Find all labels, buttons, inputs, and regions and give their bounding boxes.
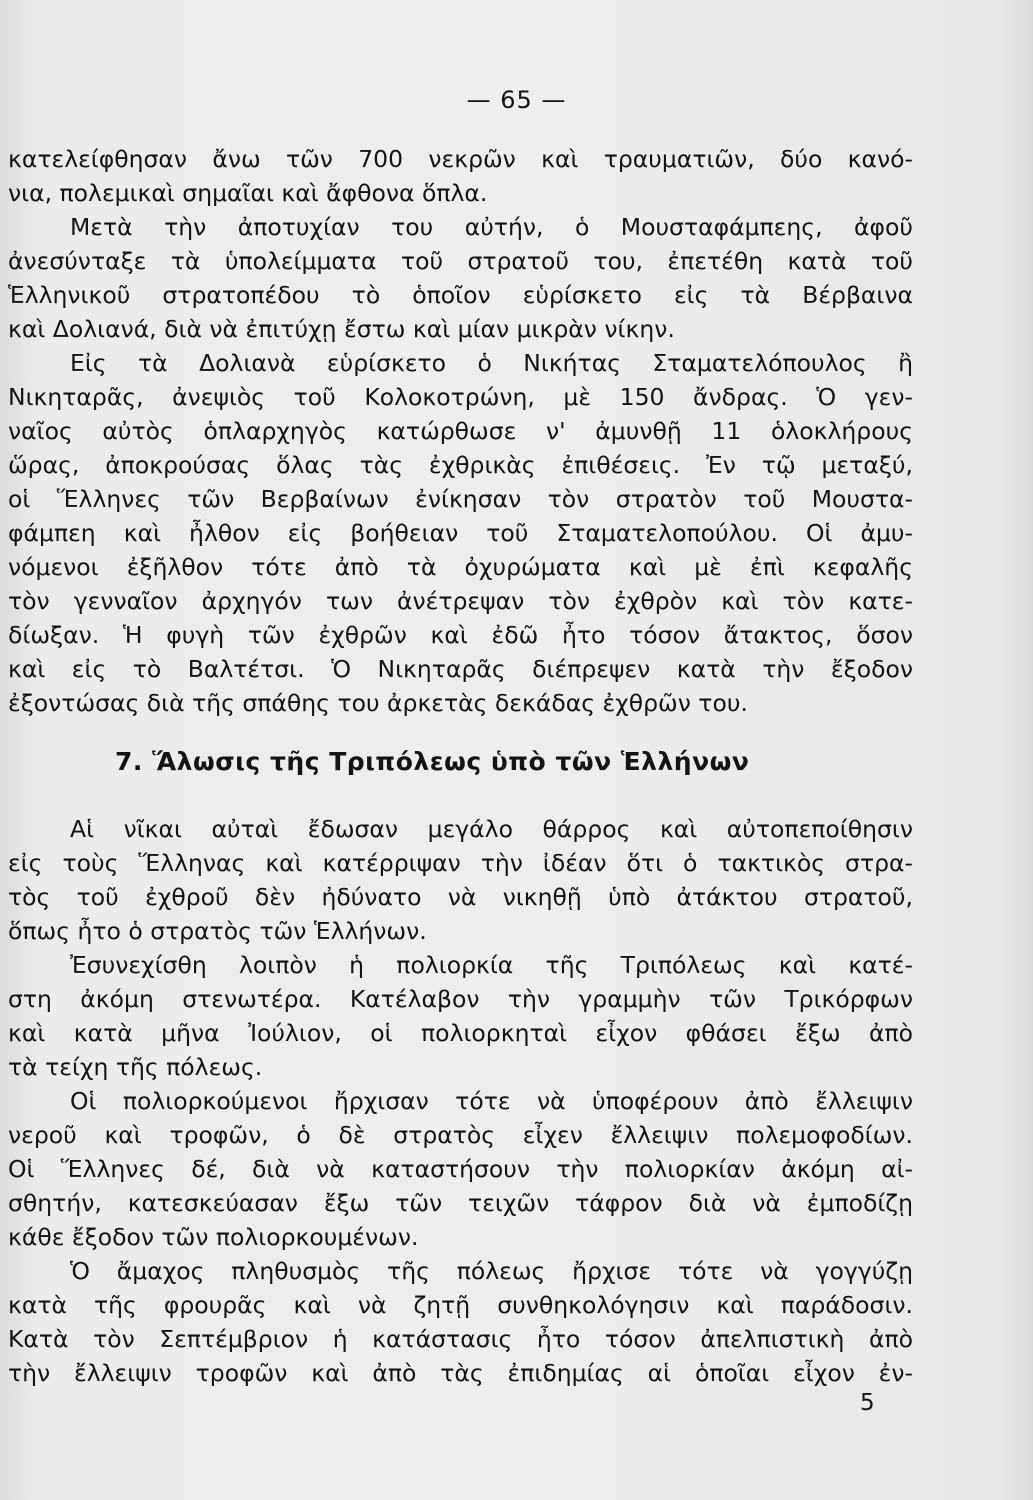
text-line: Οἱ Ἕλληνες δέ, διὰ νὰ καταστήσουν τὴν πολιορκίαν ἀκόμη αἰ- (8, 1155, 913, 1183)
text-line: Ἑλληνικοῦ στρατοπέδου τὸ ὁποῖον εὑρίσκετο εἰς τὰ Βέρβαινα (8, 281, 913, 309)
text-line: ὅπως ἦτο ὁ στρατὸς τῶν Ἑλλήνων. (8, 917, 427, 945)
text-line: ναῖος αὐτὸς ὁπλαρχηγὸς κατώρθωσε ν' ἀμυνθῇ 11 ὁλοκλήρους (8, 417, 913, 445)
text-line: τὰ τείχη τῆς πόλεως. (8, 1053, 263, 1081)
text-line: τὴν ἔλλειψιν τροφῶν καὶ ἀπὸ τὰς ἐπιδημίας αἱ ὁποῖαι εἶχον ἐν- (8, 1359, 913, 1387)
text-line: οἱ Ἕλληνες τῶν Βερβαίνων ἐνίκησαν τὸν στρατὸν τοῦ Μουστα- (8, 485, 913, 513)
text-line: νια, πολεμικαὶ σημαῖαι καὶ ἄφθονα ὅπλα. (8, 179, 488, 207)
section-heading: 7. Ἅλωσις τῆς Τριπόλεως ὑπὸ τῶν Ἑλλήνων (115, 747, 750, 776)
text-line: Νικηταρᾶς, ἀνεψιὸς τοῦ Κολοκοτρώνη, μὲ 150 ἄνδρας. Ὁ γεν- (8, 383, 913, 411)
text-line: κάθε ἔξοδον τῶν πολιορκουμένων. (8, 1223, 419, 1251)
text-line: Αἱ νῖκαι αὐταὶ ἔδωσαν μεγάλο θάρρος καὶ αὐτοπεποίθησιν (70, 815, 913, 843)
text-line: φάμπεη καὶ ἦλθον εἰς βοήθειαν τοῦ Σταματελοπούλου. Οἱ ἀμυ- (8, 519, 913, 547)
text-line: σθητήν, κατεσκεύασαν ἔξω τῶν τειχῶν τάφρον διὰ νὰ ἐμποδίζῃ (8, 1189, 913, 1217)
page-number: — 65 — (466, 86, 567, 114)
text-line: κατελείφθησαν ἄνω τῶν 700 νεκρῶν καὶ τραυματιῶν, δύο κανό- (8, 145, 913, 173)
text-line: κατὰ τῆς φρουρᾶς καὶ νὰ ζητῇ συνθηκολόγησιν καὶ παράδοσιν. (8, 1291, 913, 1319)
text-line: ἀνεσύνταξε τὰ ὑπολείμματα τοῦ στρατοῦ του, ἐπετέθη κατὰ τοῦ (8, 247, 913, 275)
text-line: νεροῦ καὶ τροφῶν, ὁ δὲ στρατὸς εἶχεν ἔλλειψιν πολεμοφοδίων. (8, 1121, 913, 1149)
text-line: Εἰς τὰ Δολιανὰ εὑρίσκετο ὁ Νικήτας Σταματελόπουλος ἢ (70, 349, 913, 377)
text-line: εἰς τοὺς Ἕλληνας καὶ κατέρριψαν τὴν ἰδέαν ὅτι ὁ τακτικὸς στρα- (8, 849, 913, 877)
text-line: τὸς τοῦ ἐχθροῦ δὲν ἠδύνατο νὰ νικηθῇ ὑπὸ ἀτάκτου στρατοῦ, (8, 883, 913, 911)
text-line: Ἐσυνεχίσθη λοιπὸν ἡ πολιορκία τῆς Τριπόλεως καὶ κατέ- (70, 951, 913, 979)
text-line: ἐξοντώσας διὰ τῆς σπάθης του ἀρκετὰς δεκάδας ἐχθρῶν του. (8, 689, 748, 717)
text-line: Οἱ πολιορκούμενοι ἤρχισαν τότε νὰ ὑποφέρουν ἀπὸ ἔλλειψιν (70, 1087, 913, 1115)
text-line: στη ἀκόμη στενωτέρα. Κατέλαβον τὴν γραμμὴν τῶν Τρικόρφων (8, 985, 913, 1013)
signature-mark: 5 (860, 1390, 875, 1416)
text-line: τὸν γενναῖον ἀρχηγόν των ἀνέτρεψαν τὸν ἐχθρὸν καὶ τὸν κατε- (8, 587, 913, 615)
text-line: Μετὰ τὴν ἀποτυχίαν του αὐτήν, ὁ Μουσταφάμπεης, ἀφοῦ (70, 213, 913, 241)
text-line: καὶ κατὰ μῆνα Ἰούλιον, οἱ πολιορκηταὶ εἶχον φθάσει ἔξω ἀπὸ (8, 1019, 913, 1047)
text-line: καὶ Δολιανά, διὰ νὰ ἐπιτύχῃ ἔστω καὶ μίαν μικρὰν νίκην. (8, 315, 675, 343)
text-line: δίωξαν. Ἡ φυγὴ τῶν ἐχθρῶν καὶ ἐδῶ ἦτο τόσον ἄτακτος, ὅσον (8, 621, 913, 649)
text-line: Κατὰ τὸν Σεπτέμβριον ἡ κατάστασις ἦτο τόσον ἀπελπιστικὴ ἀπὸ (8, 1325, 913, 1353)
text-line: καὶ εἰς τὸ Βαλτέτσι. Ὁ Νικηταρᾶς διέπρεψεν κατὰ τὴν ἔξοδον (8, 655, 913, 683)
text-line: ὥρας, ἀποκρούσας ὅλας τὰς ἐχθρικὰς ἐπιθέσεις. Ἐν τῷ μεταξύ, (8, 451, 913, 479)
text-line: Ὁ ἄμαχος πληθυσμὸς τῆς πόλεως ἤρχισε τότε νὰ γογγύζῃ (70, 1257, 913, 1285)
text-line: νόμενοι ἐξῆλθον τότε ἀπὸ τὰ ὀχυρώματα καὶ μὲ ἐπὶ κεφαλῆς (8, 553, 913, 581)
